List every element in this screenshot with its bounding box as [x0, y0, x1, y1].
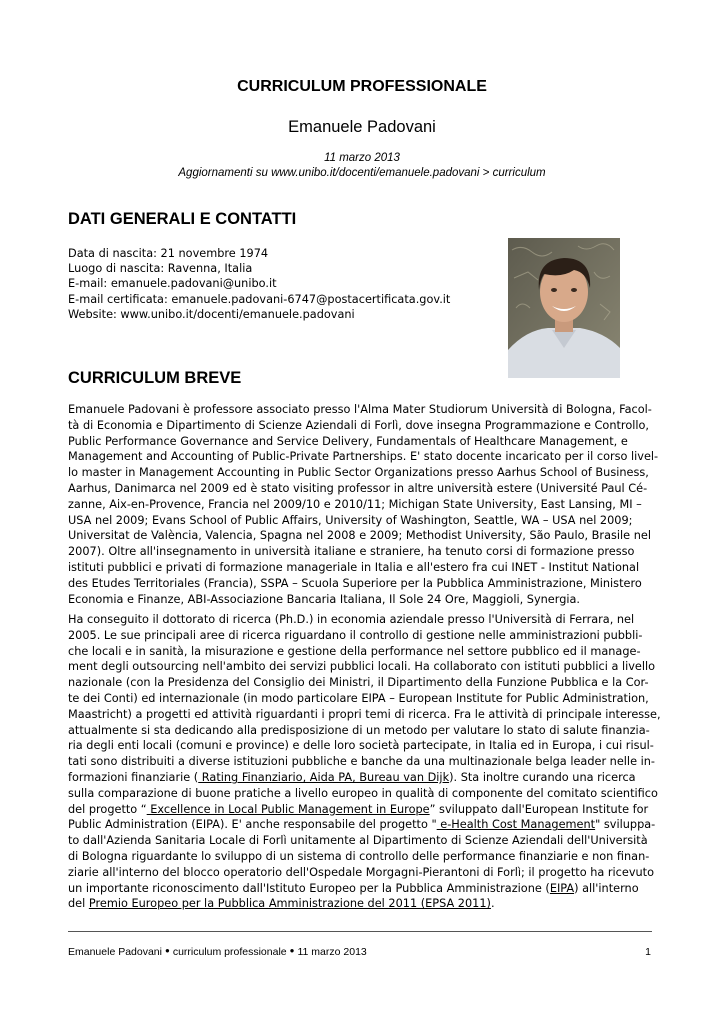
text-line: 2007). Oltre all'insegnamento in università italiane e straniere, ha tenuto corsi di formazione presso — [68, 545, 635, 559]
footer-text — [68, 946, 367, 958]
text-fragment: Public Administration (EIPA). E' anche responsabile del progetto " — [68, 818, 437, 832]
text-line: Universitat de València, Valencia, Spagna nel 2008 e 2009; Methodist University, São Paulo, Brasile nel — [68, 529, 651, 543]
document-title: CURRICULUM PROFESSIONALE — [237, 78, 487, 95]
website: Website: www.unibo.it/docenti/emanuele.padovani — [68, 307, 355, 321]
text-line — [68, 817, 658, 833]
certified-email: E-mail certificata: emanuele.padovani-6747@postacertificata.gov.it — [68, 292, 451, 306]
text-line: che locali e in sanità, la misurazione e gestione della performance nel settore pubblico ed il manage- — [68, 644, 641, 658]
paragraph-research — [68, 612, 661, 912]
text-line: lo master in Management Accounting in Public Sector Organizations presso Aarhus School of Business, — [68, 466, 649, 480]
text-line — [68, 770, 658, 786]
text-line: Economia e Finanze, ABI-Associazione Bancaria Italiana, Il Sole 24 Ore, Maggioli, Synergia. — [68, 592, 581, 606]
paragraph-teaching — [68, 402, 658, 607]
author-name: Emanuele Padovani — [288, 118, 436, 136]
link-epsa-award[interactable]: Premio Europeo per la Pubblica Amministrazione del 2011 (EPSA 2011) — [88, 897, 491, 911]
text-line: des Etudes Territoriales (Francia), SSPA – Scuola Superiore per la Pubblica Amministrazione, Ministero — [68, 576, 642, 590]
text-line: Aarhus, Danimarca nel 2009 ed è stato visiting professor in altre università estere (Université Paul Cé- — [68, 481, 648, 495]
link-excellence-project[interactable]: Excellence in Local Public Management in Europe — [146, 802, 430, 816]
text-line: Public Performance Governance and Service Delivery, Fundamentals of Healthcare Management, e — [68, 434, 628, 448]
text-line: ziarie all'interno del blocco operatorio dell'Ospedale Morgagni-Pierantoni di Forlì; il progetto ha ricevuto — [68, 865, 655, 879]
text-fragment: ) all'interno — [574, 881, 639, 895]
portrait-photo — [508, 238, 620, 378]
document-date: 11 marzo 2013 — [324, 152, 400, 164]
text-fragment: . — [490, 897, 495, 911]
link-eipa[interactable]: EIPA — [549, 881, 575, 895]
text-fragment: del progetto “ — [68, 802, 147, 816]
bullet-icon: ● — [289, 946, 295, 955]
text-line — [68, 802, 658, 818]
text-line: Maastricht) a progetti ed attività riguardanti i propri temi di ricerca. Fra le attività di principale interesse, — [68, 707, 661, 721]
text-line — [68, 896, 658, 912]
section-heading-brief: CURRICULUM BREVE — [68, 369, 242, 387]
text-line: nazionale (con la Presidenza del Consiglio dei Ministri, il Dipartimento della Funzione Pubblica e la Cor- — [68, 676, 649, 690]
text-line: ria degli enti locali (comuni e province) e delle loro società partecipate, in Italia ed in Europa, i cui risul- — [68, 739, 654, 753]
text-line: Management and Accounting of Public-Private Partnerships. E' stato docente incaricato per il corso livel- — [68, 450, 659, 464]
bullet-icon: ● — [164, 946, 170, 955]
contact-details — [68, 246, 450, 322]
text-line: zanne, Aix-en-Provence, Francia nel 2009/10 e 2010/11; Michigan State University, East Lansing, MI – — [68, 497, 642, 511]
text-line: to dall'Azienda Sanitaria Locale di Forlì unitamente al Dipartimento di Scienze Aziendali dell'Università — [68, 834, 648, 848]
footer-document: curriculum professionale — [172, 946, 287, 958]
section-heading-contacts: DATI GENERALI E CONTATTI — [68, 210, 297, 228]
text-line: Ha conseguito il dottorato di ricerca (Ph.D.) in economia aziendale presso l'Università di Ferrara, nel — [68, 613, 635, 626]
text-fragment: del — [68, 897, 89, 911]
link-rating-finanziario[interactable]: Rating Finanziario, Aida PA, Bureau van Dijk — [198, 770, 450, 784]
footer-author: Emanuele Padovani — [68, 946, 162, 958]
text-line: tati sono distribuiti a diverse istituzioni pubbliche e banche da una multinazionale belga leader nelle in- — [68, 755, 655, 769]
text-fragment: formazioni finanziarie ( — [68, 770, 199, 784]
footer-date: 11 marzo 2013 — [297, 946, 367, 958]
text-fragment: un importante riconoscimento dall'Istituto Europeo per la Pubblica Amministrazione ( — [68, 881, 550, 895]
email: E-mail: emanuele.padovani@unibo.it — [68, 277, 277, 291]
text-line: te dei Conti) ed internazionale (in modo particolare EIPA – European Institute for Public Administration, — [68, 691, 649, 705]
text-line: di Bologna riguardante lo sviluppo di un sistema di controllo delle performance finanziarie e non finan- — [68, 849, 650, 863]
text-fragment: ” sviluppato dall'European Institute for — [429, 802, 649, 816]
text-fragment: " sviluppa- — [595, 818, 656, 832]
text-line: sulla comparazione di buone pratiche a livello europeo in qualità di componente del comitato scientifico — [68, 786, 658, 800]
text-line: attualmente si sta dedicando alla predisposizione di un metodo per valutare lo stato di salute finanzia- — [68, 723, 650, 737]
page-number: 1 — [645, 946, 651, 958]
updates-note: Aggiornamenti su www.unibo.it/docenti/emanuele.padovani > curriculum — [178, 167, 546, 179]
text-line: USA nel 2009; Evans School of Public Affairs, University of Washington, Seattle, WA – USA nel 2009; — [68, 513, 633, 527]
text-line: Emanuele Padovani è professore associato presso l'Alma Mater Studiorum Università di Bologna, Facol- — [68, 403, 652, 416]
text-line: 2005. Le sue principali aree di ricerca riguardano il controllo di gestione nelle amministrazioni pubbli- — [68, 628, 643, 642]
text-line — [68, 881, 658, 897]
text-line: istituti pubblici e privati di formazione manageriale in Italia e all'estero fra cui INET - Institut National — [68, 560, 640, 574]
link-ehealth-project[interactable]: e-Health Cost Management — [436, 818, 596, 832]
text-line: tà di Economia e Dipartimento di Scienze Aziendali di Forlì, dove insegna Programmazione e Controllo, — [68, 418, 650, 432]
birth-place: Luogo di nascita: Ravenna, Italia — [68, 262, 253, 276]
footer-divider — [68, 931, 652, 932]
text-line: ment degli outsourcing nell'ambito dei servizi pubblici locali. Ha collaborato con istituti pubblici a livello — [68, 660, 656, 674]
text-fragment: ). Sta inoltre curando una ricerca — [449, 770, 636, 784]
birth-date: Data di nascita: 21 novembre 1974 — [68, 247, 269, 260]
